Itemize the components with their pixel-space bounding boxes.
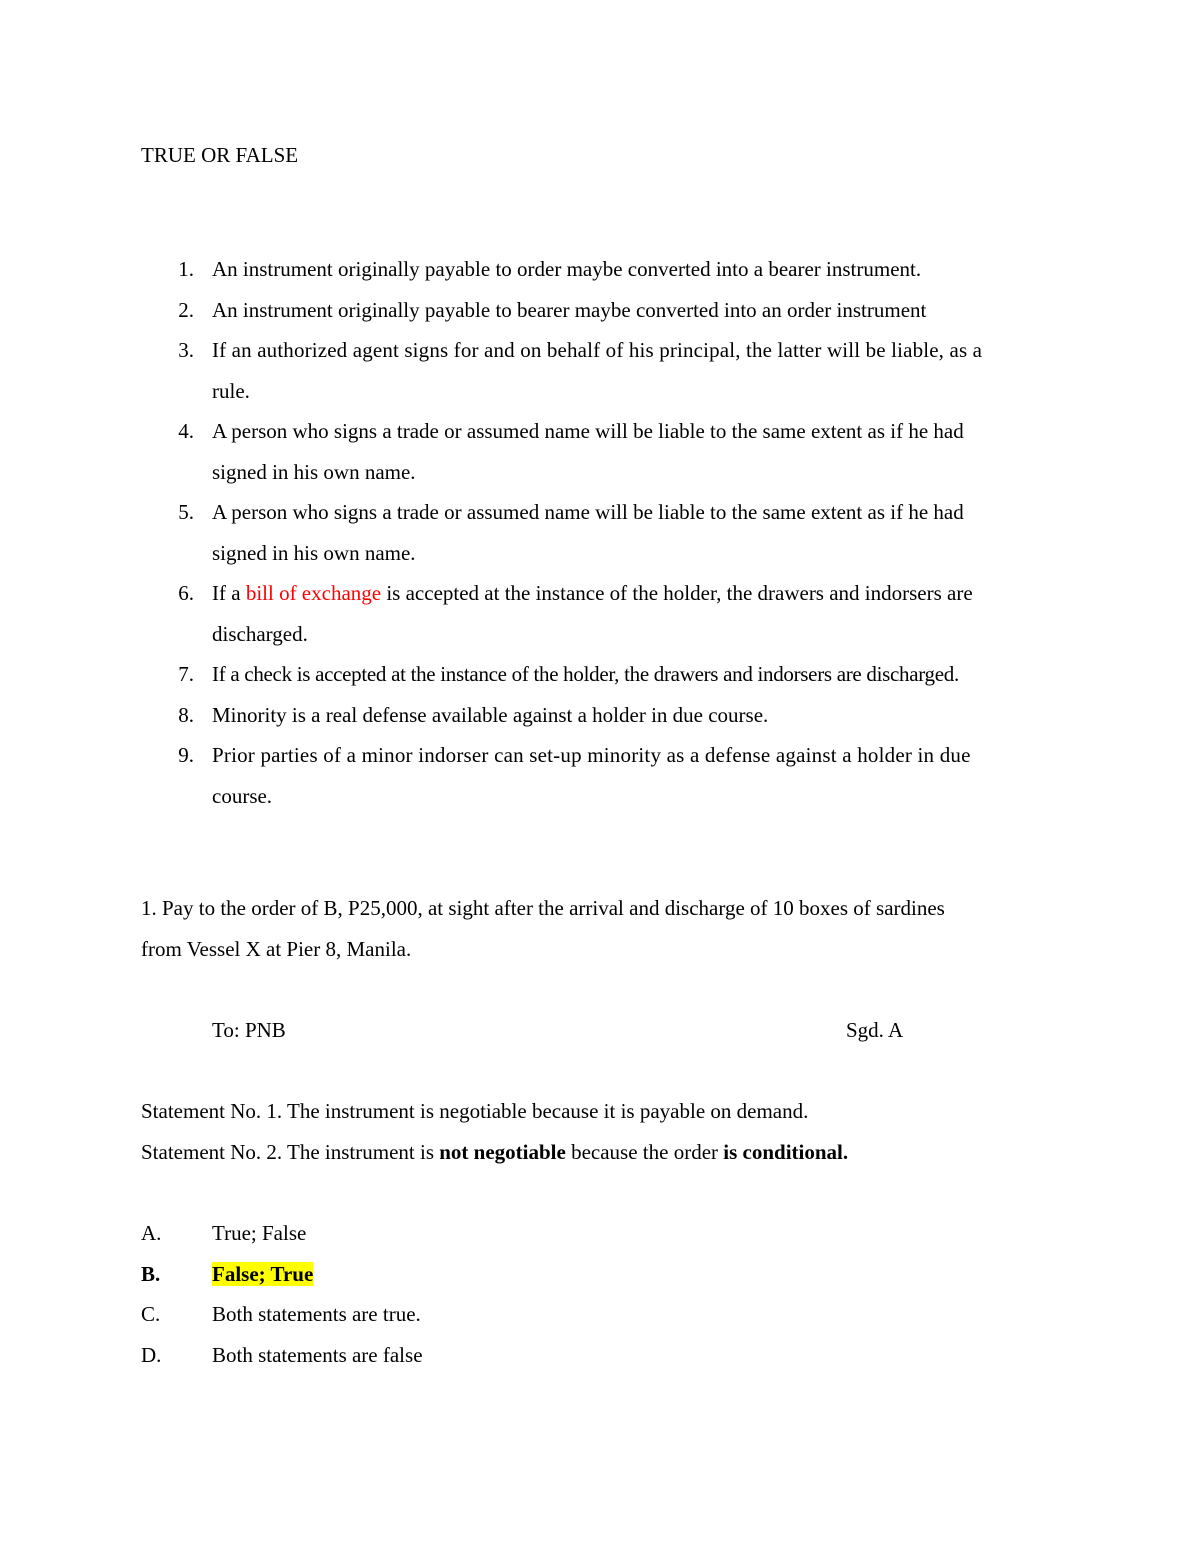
list-item: If an authorized agent signs for and on behalf of his principal, the latter will be liable, as a [212,338,983,362]
list-item: If a check is accepted at the instance of the holder, the drawers and indorsers are discharged. [212,662,959,686]
signature-line: Sgd. A [846,1018,904,1042]
list-item-continuation: signed in his own name. [212,460,416,484]
list-item-number: 6. [178,581,194,605]
statement-1: Statement No. 1. The instrument is negotiable because it is payable on demand. [141,1099,809,1123]
list-item-continuation: signed in his own name. [212,541,416,565]
statement-emphasis: not negotiable [439,1140,566,1164]
list-item-number: 8. [178,703,194,727]
list-item-number: 9. [178,743,194,767]
list-item-number: 5. [178,500,194,524]
list-item-number: 2. [178,298,194,322]
drawee-line: To: PNB [212,1018,286,1042]
option-text: Both statements are false [212,1343,423,1367]
highlighted-term: bill of exchange [245,581,382,605]
list-item-number: 1. [178,257,194,281]
list-item-continuation: course. [212,784,273,808]
option-letter: C. [141,1302,161,1326]
option-letter-selected: B. [141,1262,161,1286]
page-title: TRUE OR FALSE [141,143,299,167]
problem-text: from Vessel X at Pier 8, Manila. [141,937,412,961]
list-item-continuation: discharged. [212,622,308,646]
list-item: An instrument originally payable to bearer maybe converted into an order instrument [212,298,927,322]
list-item-number: 7. [178,662,194,686]
option-text: True; False [212,1221,307,1245]
list-item: Minority is a real defense available against a holder in due course. [212,703,769,727]
list-item: An instrument originally payable to order maybe converted into a bearer instrument. [212,257,922,281]
statement-2 [141,1137,848,1167]
answer-highlight: False; True [212,1262,314,1286]
list-item-continuation: rule. [212,379,250,403]
list-item-number: 3. [178,338,194,362]
list-item: Prior parties of a minor indorser can set-up minority as a defense against a holder in due [212,743,971,767]
statement-text: Statement No. 2. The instrument is [141,1140,440,1164]
statement-text: because the order [565,1140,724,1164]
option-text-selected [212,1259,313,1289]
list-item: A person who signs a trade or assumed name will be liable to the same extent as if he had [212,419,964,443]
option-text: Both statements are true. [212,1302,421,1326]
list-item [212,578,1058,608]
problem-text: 1. Pay to the order of B, P25,000, at sight after the arrival and discharge of 10 boxes of sardines [141,896,945,920]
list-item-number: 4. [178,419,194,443]
list-item-text: is accepted at the instance of the holder, the drawers and indorsers are [381,581,973,605]
option-letter: A. [141,1221,162,1245]
option-letter: D. [141,1343,162,1367]
statement-emphasis: is conditional. [723,1140,849,1164]
list-item: A person who signs a trade or assumed name will be liable to the same extent as if he had [212,500,964,524]
list-item-text: If a [212,581,246,605]
